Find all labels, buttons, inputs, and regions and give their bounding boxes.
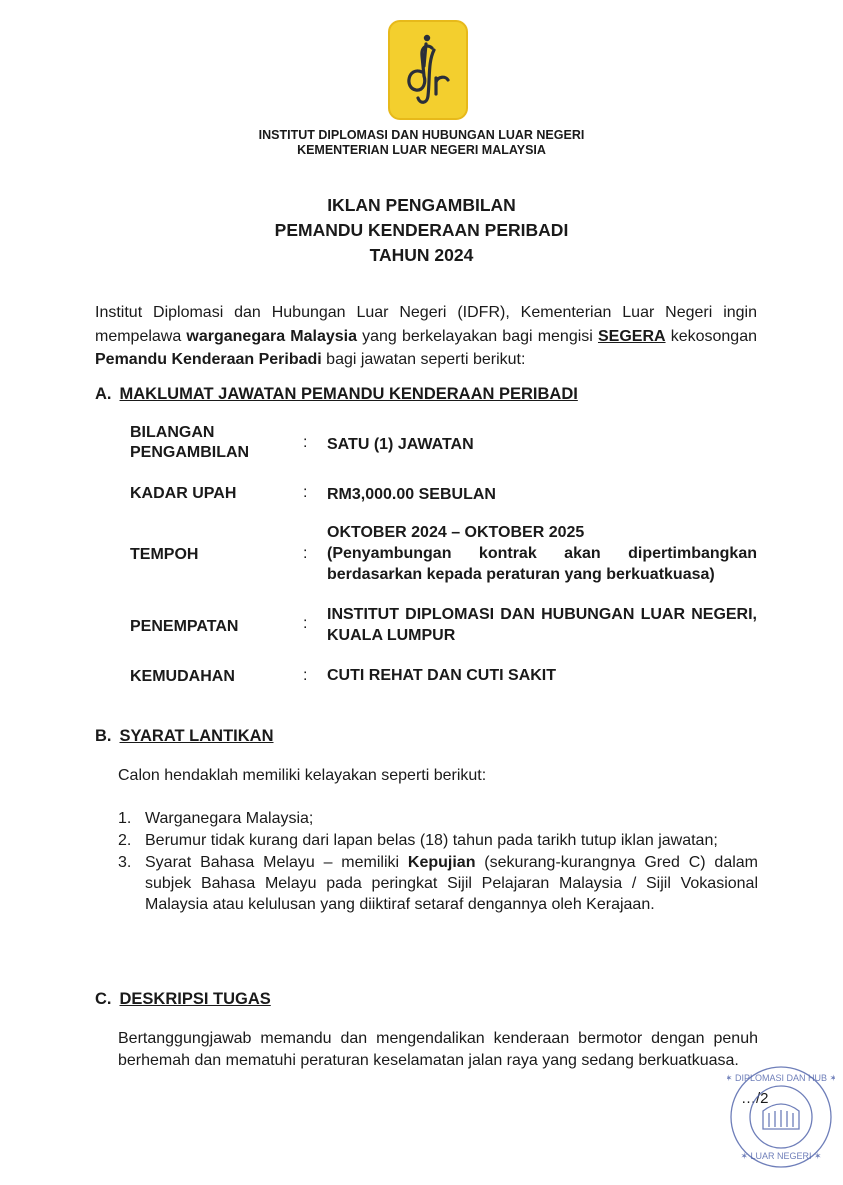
label-bilangan: BILANGAN PENGAMBILAN: [130, 424, 250, 461]
colon: :: [303, 545, 308, 562]
section-title: SYARAT LANTIKAN: [119, 727, 274, 745]
list-number: 2.: [118, 832, 132, 849]
list-text-bold: Kepujian: [407, 854, 476, 871]
intro-bold-citizens: warganegara Malaysia: [186, 327, 357, 345]
colon: :: [303, 484, 308, 501]
svg-text:✶ DIPLOMASI DAN HUB ✶: ✶ DIPLOMASI DAN HUB ✶: [727, 1073, 835, 1083]
intro-text: bagi jawatan seperti berikut:: [321, 351, 526, 368]
value-kemudahan: CUTI REHAT DAN CUTI SAKIT: [327, 667, 557, 684]
list-text: [145, 852, 758, 915]
list-text: Berumur tidak kurang dari lapan belas (18) tahun pada tarikh tutup iklan jawatan;: [145, 832, 718, 849]
list-number: 1.: [118, 810, 132, 827]
intro-bold-position: Pemandu Kenderaan Peribadi: [95, 351, 322, 368]
value-tempoh: [327, 522, 757, 585]
list-item: [118, 808, 758, 829]
list-text-part: (sekurang-kurangnya Gred C) dalam subjek Bahasa Melayu pada peringkat Sijil Pelajaran Malaysia / Sijil Vokasional Malaysia atau kelulusan yang diiktiraf setaraf dengannya oleh Kerajaan.: [145, 854, 759, 913]
colon: :: [303, 667, 308, 684]
title-line-1: IKLAN PENGAMBILAN: [327, 195, 516, 215]
idfr-logo-icon: [398, 32, 458, 108]
section-letter: B.: [95, 727, 112, 745]
value-bilangan: SATU (1) JAWATAN: [327, 436, 474, 453]
title-line-3: TAHUN 2024: [369, 245, 474, 265]
stamp-icon: [727, 1063, 835, 1171]
intro-paragraph: [95, 301, 757, 372]
section-c-heading: [95, 990, 271, 1009]
section-c-text: Bertanggungjawab memandu dan mengendalikan kenderaan bermotor dengan penuh berhemah dan mematuhi peraturan keselamatan jalan raya yang sedang berkuatkuasa.: [118, 1030, 758, 1069]
official-stamp: [727, 1063, 835, 1171]
colon: :: [303, 615, 308, 632]
org-name: INSTITUT DIPLOMASI DAN HUBUNGAN LUAR NEGERI: [258, 128, 585, 142]
label-kemudahan: KEMUDAHAN: [130, 668, 235, 685]
list-item: [118, 852, 758, 915]
list-text: Warganegara Malaysia;: [145, 810, 314, 827]
idfr-logo: [388, 20, 468, 120]
value-kadar-upah: RM3,000.00 SEBULAN: [327, 486, 496, 503]
intro-text: kekosongan: [665, 327, 757, 345]
label-penempatan: PENEMPATAN: [130, 618, 239, 635]
section-a-heading: [95, 385, 578, 404]
label-tempoh: TEMPOH: [130, 546, 199, 563]
value-penempatan: INSTITUT DIPLOMASI DAN HUBUNGAN LUAR NEGERI, KUALA LUMPUR: [327, 606, 757, 644]
section-b-heading: [95, 727, 274, 746]
section-title: DESKRIPSI TUGAS: [119, 990, 271, 1008]
section-letter: C.: [95, 990, 112, 1008]
svg-text:✶ LUAR NEGERI ✶: ✶ LUAR NEGERI ✶: [740, 1151, 822, 1161]
intro-bold-immediately: SEGERA: [597, 327, 666, 345]
section-letter: A.: [95, 385, 112, 403]
requirements-list: [118, 808, 758, 916]
value-tempoh-dates: OKTOBER 2024 – OKTOBER 2025: [327, 524, 585, 541]
section-title: MAKLUMAT JAWATAN PEMANDU KENDERAAN PERIBADI: [119, 385, 578, 403]
value-tempoh-note: (Penyambungan kontrak akan dipertimbangkan berdasarkan kepada peraturan yang berkuatkuasa): [327, 545, 757, 583]
list-item: [118, 830, 758, 851]
section-b-intro: Calon hendaklah memiliki kelayakan seperti berikut:: [118, 767, 487, 784]
intro-text: Institut Diplomasi dan Hubungan Luar Negeri (IDFR), Kementerian Luar Negeri ingin mempelawa: [95, 304, 757, 345]
list-number: 3.: [118, 854, 132, 871]
page-marker: …/2: [741, 1090, 769, 1107]
label-kadar-upah: KADAR UPAH: [130, 485, 237, 502]
title-line-2: PEMANDU KENDERAAN PERIBADI: [274, 220, 569, 240]
list-text-part: Syarat Bahasa Melayu – memiliki: [145, 854, 408, 871]
intro-text: yang berkelayakan bagi mengisi: [356, 327, 598, 345]
ministry-name: KEMENTERIAN LUAR NEGERI MALAYSIA: [297, 143, 546, 157]
colon: :: [303, 434, 308, 451]
